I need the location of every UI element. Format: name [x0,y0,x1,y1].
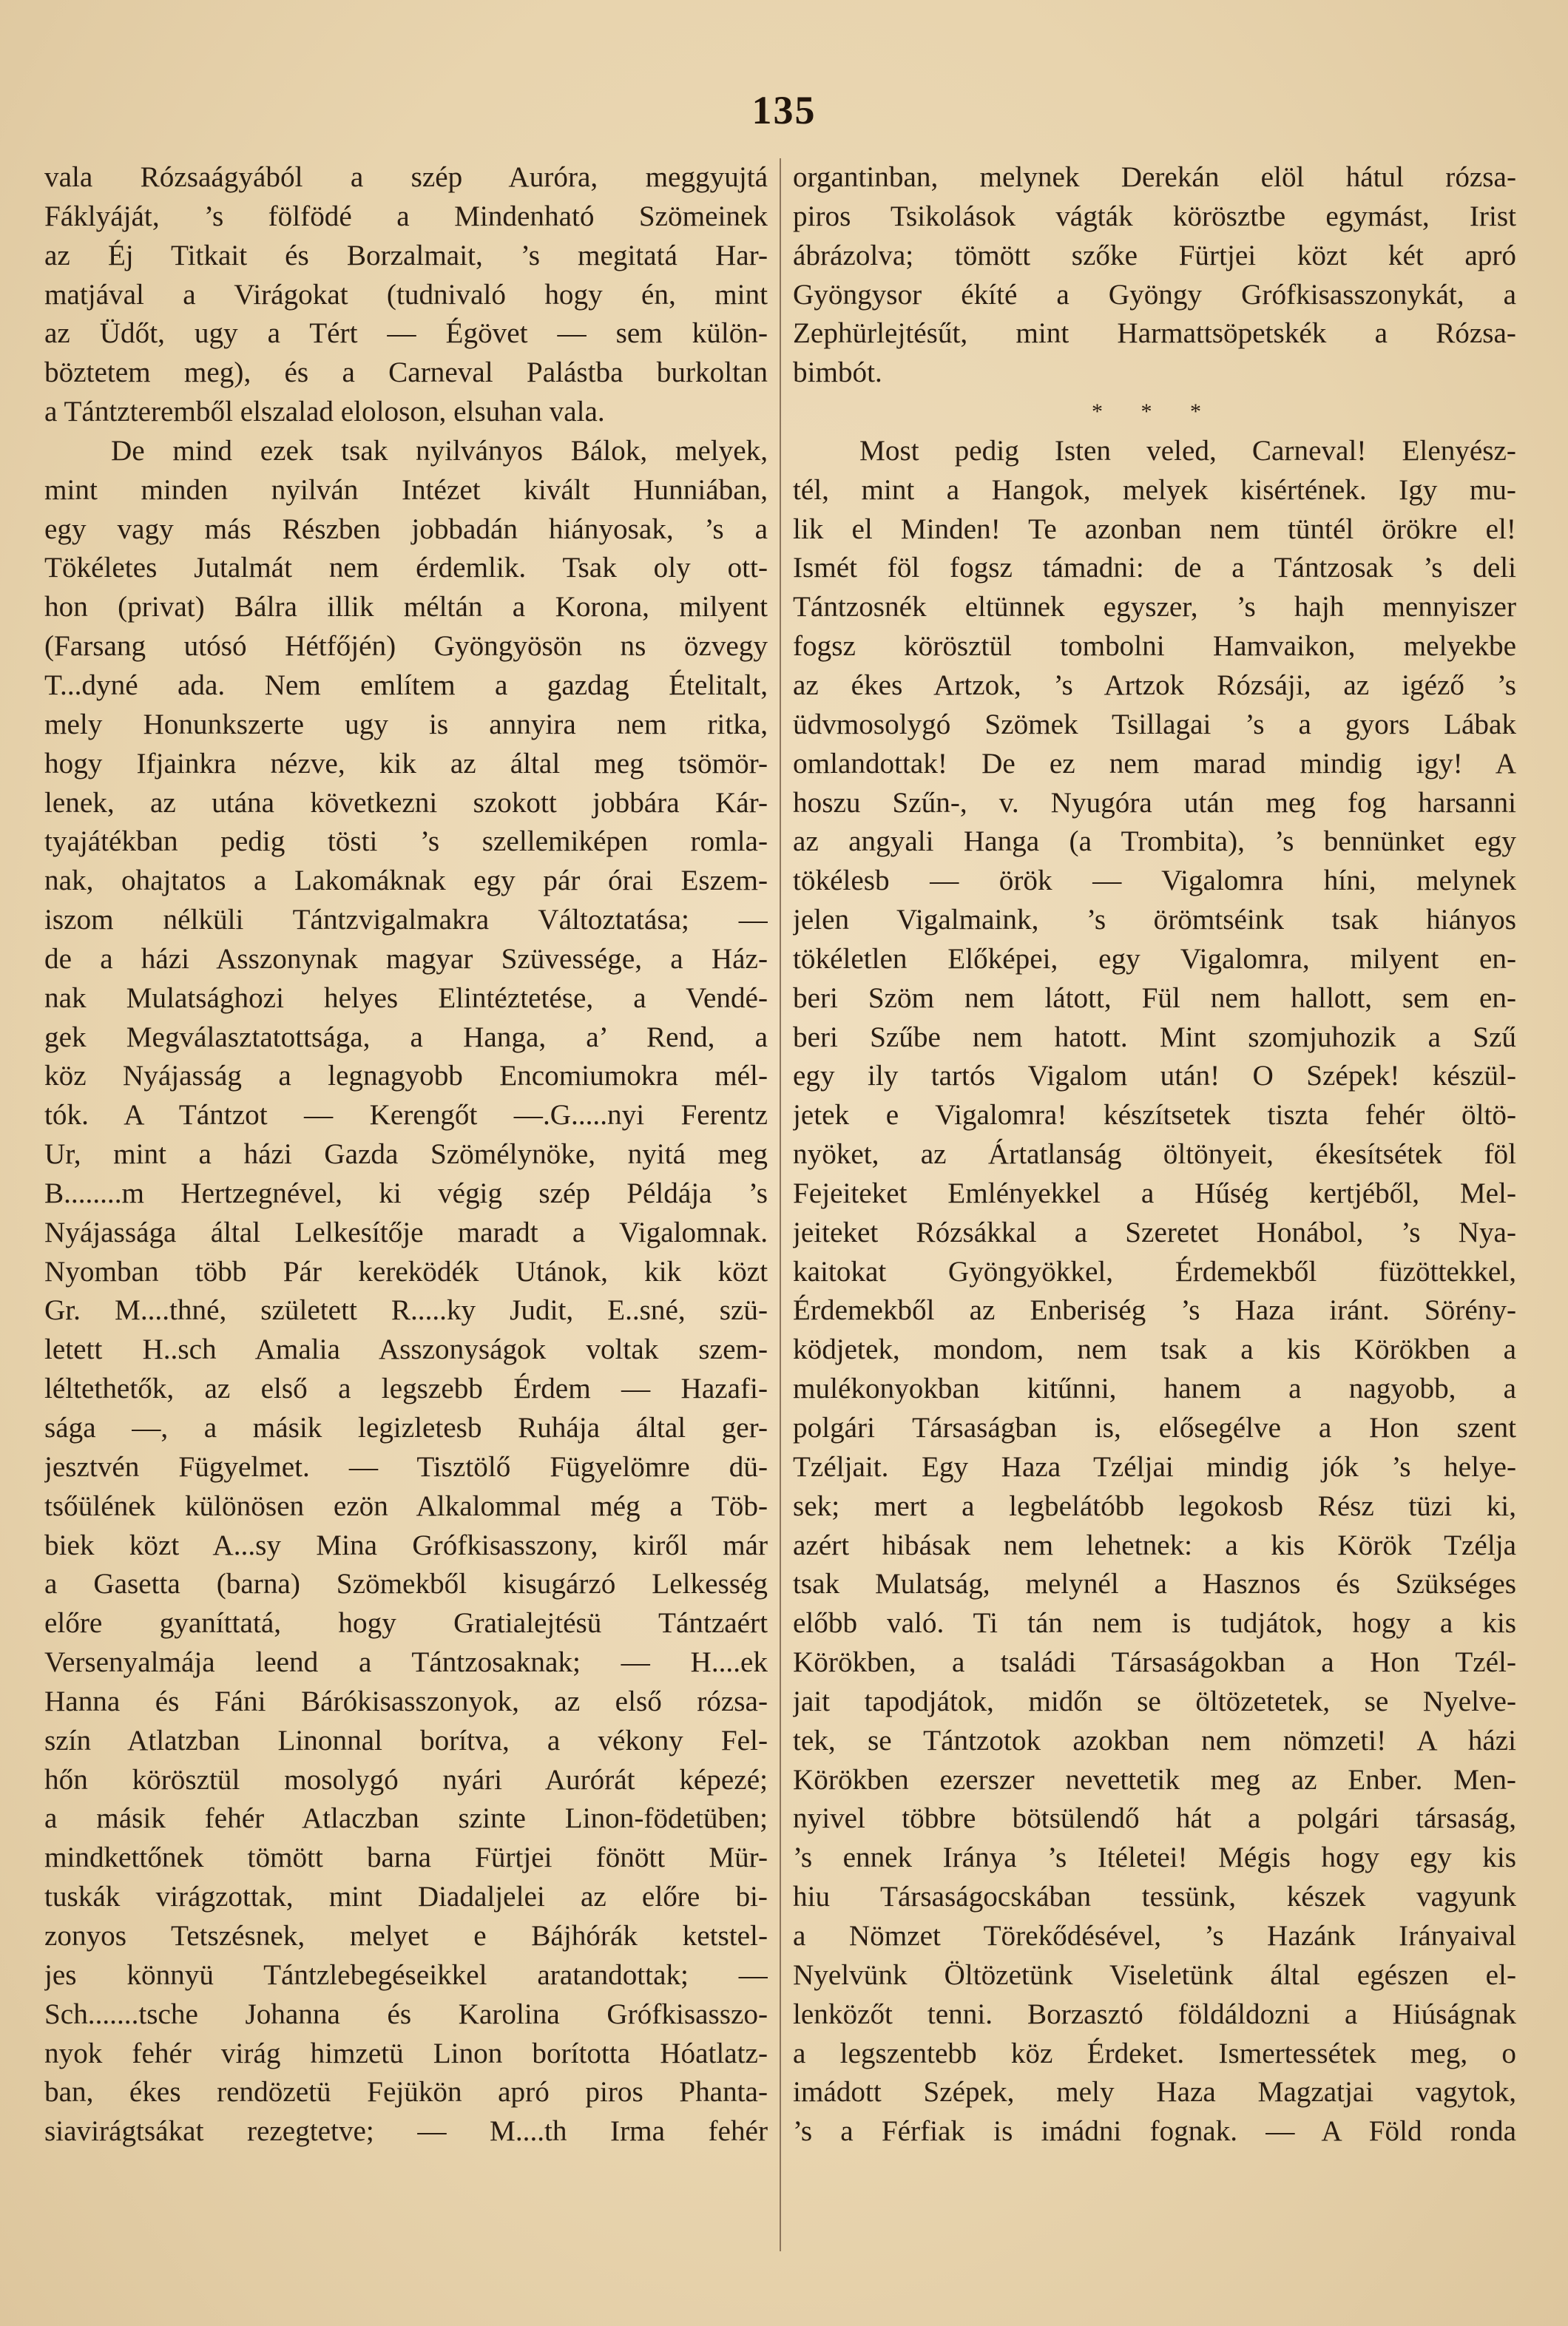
text-line: a Nömzet Törekődésével, ’s Hazánk Irányaival [793,1919,1516,1952]
text-line: jait tapodjátok, midőn se öltözetetek, se Nyelve- [793,1685,1516,1717]
text-line: nyöket, az Ártatlanság öltönyeit, ékesítsétek föl [793,1138,1516,1171]
text-line: tél, mint a Hangok, melyek kisértének. Igy mu- [793,473,1516,506]
text-line: nak Mulatsághozi helyes Elintéztetése, a Vendé- [44,981,768,1014]
text-line: Most pedig Isten veled, Carneval! Elenyész- [859,434,1516,467]
text-line: Tökéletes Jutalmát nem érdemlik. Tsak oly ott- [44,552,768,584]
text-line: előre gyaníttatá, hogy Gratialejtésü Tántzaért [44,1607,768,1640]
text-line: mely Honunkszerte ugy is annyira nem ritka, [44,708,768,740]
text-line: lenközőt tenni. Borzasztó földáldozni a Hiúságnak [793,1998,1516,2030]
text-line: a másik fehér Atlaczban szinte Linon-födetüben; [44,1802,768,1835]
text-line: hoszu Szűn-, v. Nyugóra után meg fog harsanni [793,786,1516,819]
text-line: tyajátékban pedig tösti ’s szellemiképen romla- [44,825,768,858]
text-line: de a házi Asszonynak magyar Szüvessége, a Ház- [44,942,768,975]
text-line: ábrázolva; tömött szőke Fürtjei közt két apró [793,239,1516,271]
text-line: Ismét föl fogsz támadni: de a Tántzosak ’s deli [793,552,1516,584]
text-line: Versenyalmája leend a Tántzosaknak; — H....ek [44,1646,768,1679]
text-line: a legszentebb köz Érdeket. Ismertessétek meg, o [793,2037,1516,2069]
text-line: polgári Társaságban is, elősegélve a Hon szent [793,1412,1516,1444]
text-line: Érdemekből az Enberiség ’s Haza iránt. Sörény- [793,1294,1516,1327]
text-line: a Gasetta (barna) Szömekből kisugárzó Lelkesség [44,1568,768,1600]
text-line: iszom nélküli Tántzvigalmakra Változtatása; — [44,904,768,936]
text-line: jetek e Vigalomra! készítsetek tiszta fehér öltö- [793,1099,1516,1132]
text-line: De mind ezek tsak nyilványos Bálok, melyek, [111,434,768,467]
text-line: beri Szöm nem látott, Fül nem hallott, sem en- [793,981,1516,1014]
text-line: Sch.......tsche Johanna és Karolina Grófkisasszo- [44,1998,768,2030]
text-line: tuskák virágzottak, mint Diadaljelei az előre bi- [44,1881,768,1913]
right-text-column [793,158,1516,2288]
text-line: B........m Hertzegnével, ki végig szép Példája ’s [44,1177,768,1209]
text-line: bimbót. [793,356,882,389]
text-line: imádott Szépek, mely Haza Magzatjai vagytok, [793,2076,1516,2109]
text-line: egy vagy más Részben jobbadán hiányosak, ’s a [44,513,768,545]
text-line: matjával a Virágokat (tudnivaló hogy én, mint [44,278,768,311]
text-line: piros Tsikolások vágták körösztbe egymást, Irist [793,200,1516,232]
text-line: jeiteket Rózsákkal a Szeretet Honábol, ’s Nya- [793,1216,1516,1248]
text-line: vala Rózsaágyából a szép Auróra, meggyujtá [44,161,768,193]
text-line: az ékes Artzok, ’s Artzok Rózsáji, az igéző ’s [793,669,1516,701]
text-line: Gr. M....thné, született R.....ky Judit, E..sné, szü- [44,1294,768,1327]
text-line: léltethetők, az első a legszebb Érdem — Hazafi- [44,1373,768,1405]
text-line: az Éj Titkait és Borzalmait, ’s megitatá Har- [44,239,768,271]
text-line: nyivel többre bötsülendő hát a polgári társaság, [793,1802,1516,1835]
text-line: egy ily tartós Vigalom után! O Szépek! készül- [793,1060,1516,1092]
text-line: hon (privat) Bálra illik méltán a Korona, milyent [44,591,768,623]
left-text-column [44,158,768,2288]
text-line: hiu Társaságocskában tessünk, készek vagyunk [793,1881,1516,1913]
text-line: Ur, mint a házi Gazda Szömélynöke, nyitá meg [44,1138,768,1171]
text-line: ködjetek, mondom, nem tsak a kis Körökben a [793,1333,1516,1366]
text-line: (Farsang utósó Hétfőjén) Gyöngyösön ns özvegy [44,630,768,663]
text-line: T...dyné ada. Nem említem a gazdag Ételitalt, [44,669,768,701]
text-line: Nyomban több Pár kereködék Utánok, kik közt [44,1255,768,1288]
text-line: tökéletlen Előképei, egy Vigalomra, milyent en- [793,942,1516,975]
text-line: üdvmosolygó Szömek Tsillagai ’s a gyors Lábak [793,708,1516,740]
text-line: tsőülének különösen ezön Alkalommal még a Töb- [44,1490,768,1522]
text-line: Gyöngysor ékíté a Gyöngy Grófkisasszonykát, a [793,278,1516,311]
text-line: Fáklyáját, ’s fölfödé a Mindenható Szömeinek [44,200,768,232]
text-line: tökélesb — örök — Vigalomra híni, melynek [793,865,1516,897]
text-line: ban, ékes rendözetü Fejükön apró piros Phanta- [44,2076,768,2109]
text-line: Fejeiteket Emlényekkel a Hűség kertjéből, Mel- [793,1177,1516,1209]
text-line: zonyos Tetszésnek, melyet e Bájhórák ketstel- [44,1919,768,1952]
text-line: gek Megválasztatottsága, a Hanga, a’ Rend, a [44,1021,768,1053]
text-line: Zephürlejtésűt, mint Harmattsöpetskék a Rózsa- [793,317,1516,350]
text-line: előbb való. Ti tán nem is tudjátok, hogy a kis [793,1607,1516,1640]
text-line: Tzéljait. Egy Haza Tzéljai mindig jók ’s helye- [793,1450,1516,1483]
text-line: fogsz körösztül tombolni Hamvaikon, melyekbe [793,630,1516,663]
section-separator: * * * [1092,399,1217,425]
text-line: nak, ohajtatos a Lakomáknak egy pár órai Eszem- [44,865,768,897]
text-line: Tántzosnék eltünnek egyszer, ’s hajh mennyiszer [793,591,1516,623]
text-line: lik el Minden! Te azonban nem tüntél örökre el! [793,513,1516,545]
text-line: Körökben ezerszer nevettetik meg az Enber. Men- [793,1763,1516,1796]
text-line: mulékonyokban kitűnni, hanem a nagyobb, a [793,1373,1516,1405]
text-line: tók. A Tántzot — Kerengőt —.G.....nyi Ferentz [44,1099,768,1132]
text-line: Körökben, a tsaládi Társaságokban a Hon Tzél- [793,1646,1516,1679]
text-line: Nyájassága által Lelkesítője maradt a Vigalomnak. [44,1216,768,1248]
text-line: nyok fehér virág himzetü Linon borította Hóatlatz- [44,2037,768,2069]
text-line: Nyelvünk Öltözetünk Viseletünk által egészen el- [793,1958,1516,1991]
text-line: azért hibásak nem lehetnek: a kis Körök Tzélja [793,1529,1516,1561]
text-line: letett H..sch Amalia Asszonyságok voltak szem- [44,1333,768,1366]
text-line: jesztvén Fügyelmet. — Tisztölő Fügyelömre dü- [44,1450,768,1483]
text-line: mint minden nyilván Intézet kivált Hunniában, [44,473,768,506]
text-line: hogy Ifjainkra nézve, kik az által meg tsömör- [44,747,768,780]
text-line: mindkettőnek tömött barna Fürtjei fönött Mür- [44,1842,768,1874]
text-line: böztetem meg), és a Carneval Palástba burkoltan [44,356,768,389]
page-number: 135 [751,88,817,132]
text-line: jes könnyü Tántzlebegéseikkel aratandottak; — [44,1958,768,1991]
text-line: jelen Vigalmaink, ’s örömtséink tsak hiányos [793,904,1516,936]
text-line: köz Nyájasság a legnagyobb Encomiumokra mél- [44,1060,768,1092]
text-line: kaitokat Gyöngyökkel, Érdemekből füzöttekkel, [793,1255,1516,1288]
text-line: tsak Mulatság, melynél a Hasznos és Szükséges [793,1568,1516,1600]
text-line: biek közt A...sy Mina Grófkisasszony, kiről már [44,1529,768,1561]
text-line: siavirágtsákat rezegtetve; — M....th Irma fehér [44,2115,768,2148]
text-line: hőn körösztül mosolygó nyári Aurórát képezé; [44,1763,768,1796]
text-line: tek, se Tántzotok azokban nem nömzeti! A házi [793,1724,1516,1757]
text-line: szín Atlatzban Linonnal borítva, a vékony Fel- [44,1724,768,1757]
column-divider [780,158,781,2251]
text-line: ’s a Férfiak is imádni fognak. — A Föld ronda [793,2115,1516,2148]
text-line: organtinban, melynek Derekán elöl hátul rózsa- [793,161,1516,193]
text-line: ’s ennek Iránya ’s Itéletei! Mégis hogy egy kis [793,1842,1516,1874]
text-line: sek; mert a legbelátóbb legokosb Rész tüzi ki, [793,1490,1516,1522]
text-line: Hanna és Fáni Bárókisasszonyok, az első rózsa- [44,1685,768,1717]
text-line: omlandottak! De ez nem marad mindig igy! A [793,747,1516,780]
text-line: lenek, az utána következni szokott jobbára Kár- [44,786,768,819]
text-line: beri Szűbe nem hatott. Mint szomjuhozik a Szű [793,1021,1516,1053]
text-line: az Üdőt, ugy a Tért — Égövet — sem külön- [44,317,768,350]
text-line: az angyali Hanga (a Trombita), ’s bennünket egy [793,825,1516,858]
text-line: sága —, a másik legizletesb Ruhája által ger- [44,1412,768,1444]
text-line: a Tántzteremből elszalad eloloson, elsuhan vala. [44,396,605,428]
